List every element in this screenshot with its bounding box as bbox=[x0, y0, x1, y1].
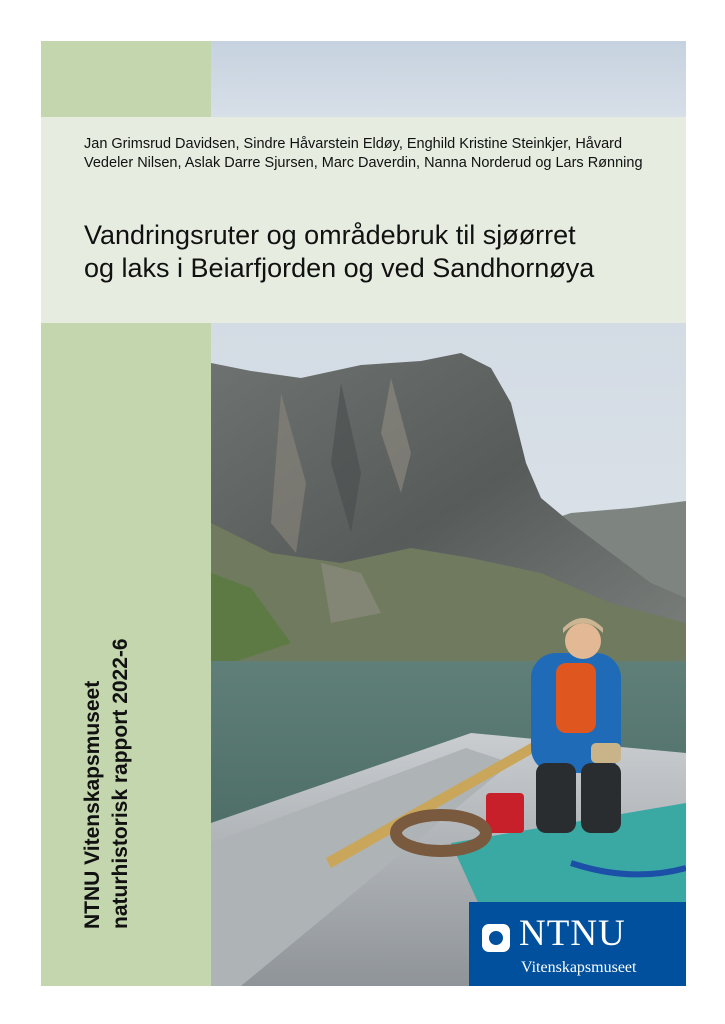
series-line-1: NTNU Vitenskapsmuseet bbox=[81, 680, 104, 929]
logo-subtitle: Vitenskapsmuseet bbox=[521, 959, 637, 976]
photo-sky-top bbox=[211, 41, 686, 117]
series-line-2: naturhistorisk rapport 2022-6 bbox=[109, 638, 132, 929]
cover-photo bbox=[211, 323, 686, 986]
authors: Jan Grimsrud Davidsen, Sindre Håvarstein Eldøy, Enghild Kristine Steinkjer, Håvard Vedeler Nilsen, Aslak Darre Sjursen, Marc Daverdin, Nanna Norderud og Lars Rønning bbox=[84, 136, 643, 171]
series-label bbox=[79, 569, 149, 929]
ntnu-logo bbox=[469, 902, 686, 986]
report-cover bbox=[41, 41, 686, 986]
report-title bbox=[84, 219, 674, 285]
logo-name: NTNU bbox=[519, 913, 626, 954]
title-panel bbox=[41, 117, 686, 323]
title-line-1: Vandringsruter og områdebruk til sjøørret bbox=[84, 220, 576, 250]
ntnu-logo-mark-icon bbox=[482, 924, 510, 952]
title-line-2: og laks i Beiarfjorden og ved Sandhornøya bbox=[84, 253, 595, 283]
